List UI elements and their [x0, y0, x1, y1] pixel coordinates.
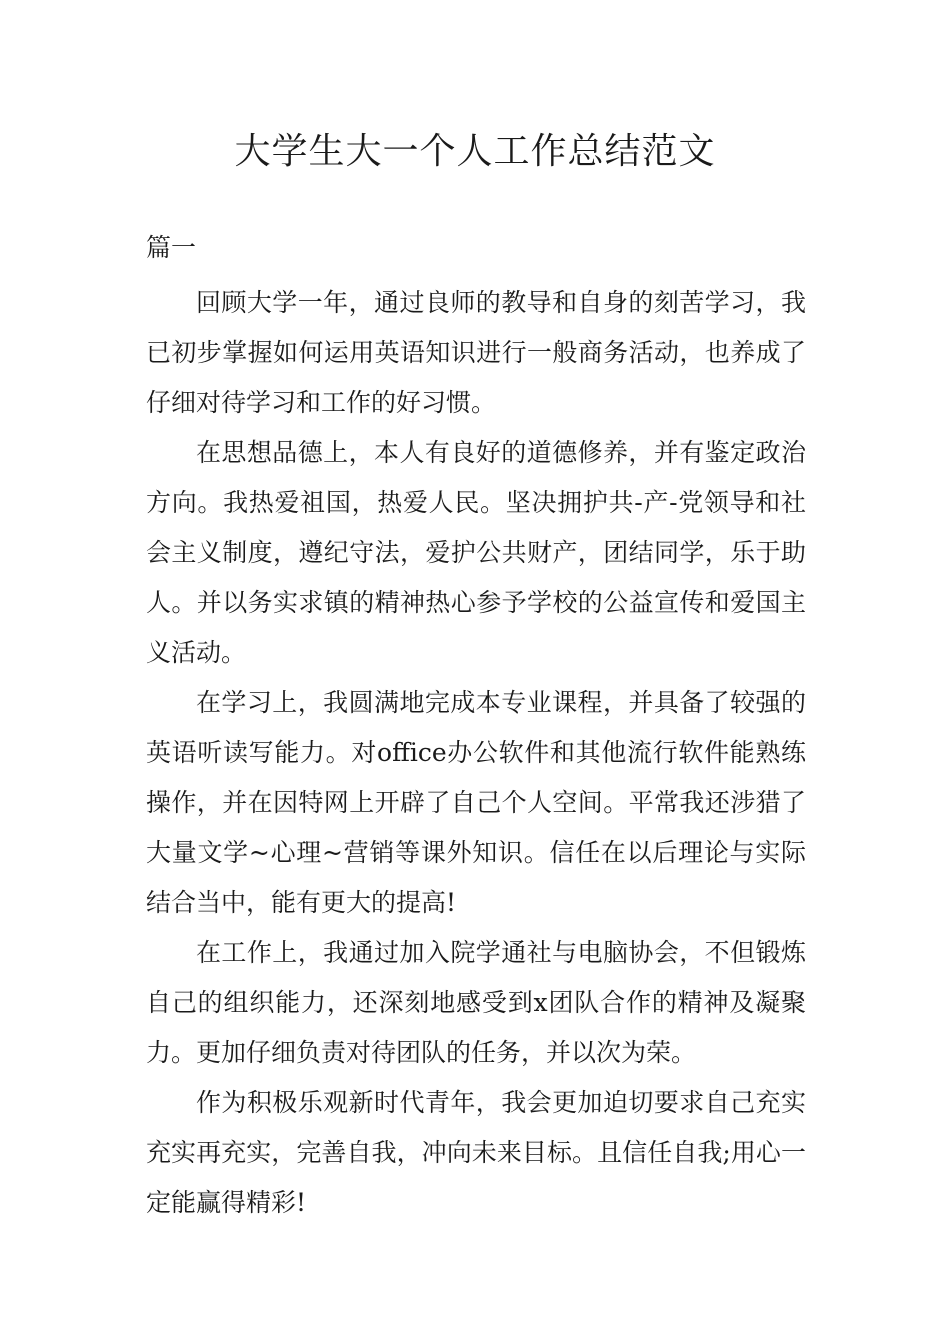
- document-title: 大学生大一个人工作总结范文: [234, 131, 716, 172]
- document-body: [146, 278, 806, 1228]
- section-label: 篇一: [146, 233, 197, 262]
- paragraph-2: 在思想品德上，本人有良好的道德修养，并有鉴定政治方向。我热爱祖国，热爱人民。坚决拥护共-产-党领导和社会主义制度，遵纪守法，爱护公共财产，团结同学，乐于助人。并以务实求镇的精神热心参予学校的公益宣传和爱国主义活动。: [146, 438, 806, 667]
- paragraph-4: 在工作上，我通过加入院学通社与电脑协会，不但锻炼自己的组织能力，还深刻地感受到x团队合作的精神及凝聚力。更加仔细负责对待团队的任务，并以次为荣。: [146, 938, 806, 1067]
- paragraph-1: 回顾大学一年，通过良师的教导和自身的刻苦学习，我已初步掌握如何运用英语知识进行一般商务活动，也养成了仔细对待学习和工作的好习惯。: [146, 288, 806, 417]
- paragraph-3: 在学习上，我圆满地完成本专业课程，并具备了较强的英语听读写能力。对office办公软件和其他流行软件能熟练操作，并在因特网上开辟了自己个人空间。平常我还涉猎了大量文学~心理~营销等课外知识。信任在以后理论与实际结合当中，能有更大的提高!: [146, 688, 806, 917]
- paragraph-5: 作为积极乐观新时代青年，我会更加迫切要求自己充实充实再充实，完善自我，冲向未来目标。且信任自我;用心一定能赢得精彩!: [146, 1088, 806, 1217]
